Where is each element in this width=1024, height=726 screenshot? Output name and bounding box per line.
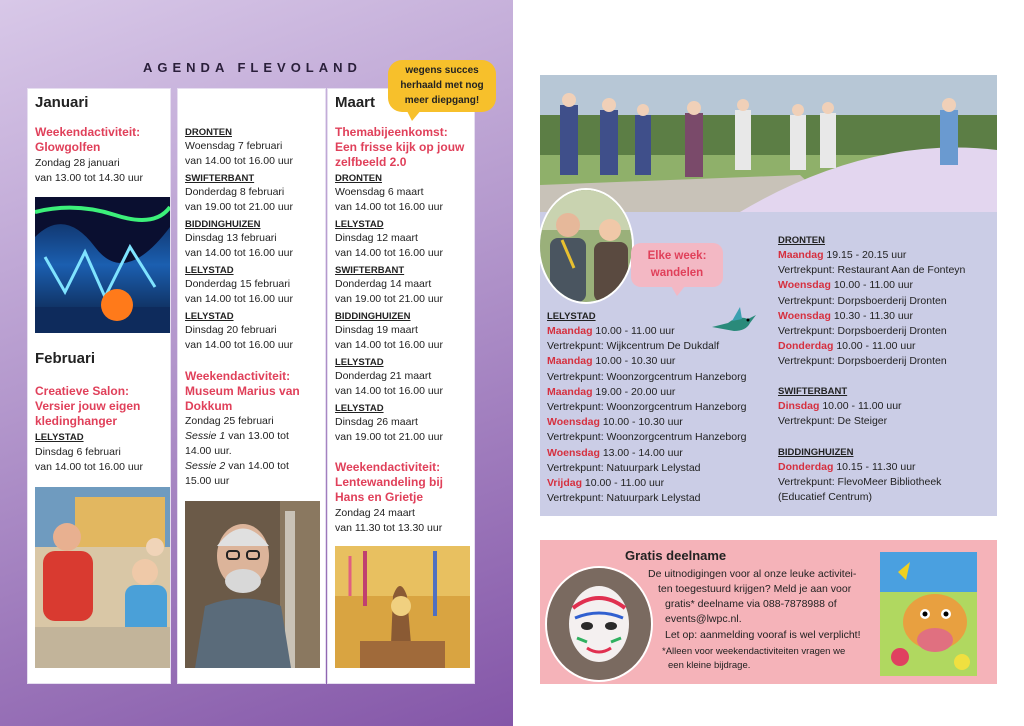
weekday: Maandag <box>547 385 593 398</box>
event-title-lentewandeling: Weekendactiviteit: Lentewandeling bij Hans en Grietje <box>335 460 444 504</box>
event-date: Dinsdag 12 maart <box>335 232 418 244</box>
speech-bubble-note: wegens succes herhaald met nog meer diepgang! <box>388 60 496 112</box>
weekday: Maandag <box>778 249 824 261</box>
event-date: Woensdag 6 maart <box>335 186 424 198</box>
event-date: Dinsdag 26 maart <box>335 416 418 428</box>
gratis-line: gratis* deelname via 088-7878988 of <box>665 598 837 610</box>
gratis-line: Let op: aanmelding vooraf is wel verplicht! <box>665 629 861 641</box>
gratis-title: Gratis deelname <box>625 548 727 563</box>
weekday: Maandag <box>547 355 593 368</box>
place-lelystad: LELYSTAD <box>335 403 384 414</box>
place-biddinghuizen: BIDDINGHUIZEN <box>185 219 261 230</box>
schedule-row <box>547 476 664 490</box>
event-title-creatieve-salon: Creatieve Salon: Versier jouw eigen kledinghanger <box>35 384 141 428</box>
event-time: van 14.00 tot 16.00 uur <box>185 155 293 167</box>
event-title-glowgolfen: Weekendactiviteit: Glowgolfen <box>35 125 141 154</box>
schedule-row <box>547 461 701 475</box>
schedule-row <box>547 385 675 399</box>
place-swifterbant: SWIFTERBANT <box>778 386 848 397</box>
schedule-row <box>778 263 965 277</box>
session-1-end: 14.00 uur. <box>185 445 232 457</box>
event-date: Dinsdag 13 februari <box>185 232 277 244</box>
gratis-note: een kleine bijdrage. <box>668 660 751 671</box>
event-date: Donderdag 15 februari <box>185 278 291 290</box>
place-dronten: DRONTEN <box>778 235 825 246</box>
schedule-row <box>547 370 746 384</box>
schedule-row <box>778 294 947 308</box>
schedule-row <box>547 491 701 505</box>
photo-walkers-circle <box>538 188 634 304</box>
event-time: van 19.00 tot 21.00 uur <box>185 201 293 213</box>
schedule-text: 19.00 - 20.00 uur <box>592 385 676 398</box>
weekday: Vrijdag <box>547 477 583 489</box>
weekday: Dinsdag <box>778 400 820 412</box>
event-time: van 14.00 tot 16.00 uur <box>185 247 293 259</box>
gratis-line: De uitnodigingen voor al onze leuke activitei- <box>648 568 857 580</box>
event-time: van 11.30 tot 13.30 uur <box>335 522 443 534</box>
event-date: Donderdag 21 maart <box>335 370 432 382</box>
schedule-row <box>778 324 947 338</box>
place-biddinghuizen: BIDDINGHUIZEN <box>335 311 411 322</box>
place-lelystad: LELYSTAD <box>35 432 84 443</box>
schedule-row <box>547 354 675 368</box>
gratis-line: events@lwpc.nl. <box>665 613 742 625</box>
schedule-text: 19.15 - 20.15 uur <box>823 249 907 261</box>
place-lelystad: LELYSTAD <box>185 311 234 322</box>
schedule-row <box>547 324 675 338</box>
schedule-row <box>778 309 913 323</box>
schedule-row <box>778 490 872 504</box>
event-date: Donderdag 14 maart <box>335 278 432 290</box>
event-title-themabijeenkomst: Themabijeenkomst: Een frisse kijk op jouw zelfbeeld 2.0 <box>335 125 465 169</box>
weekday: Donderdag <box>778 340 834 353</box>
gratis-note: *Alleen voor weekendactiviteiten vragen we <box>662 646 846 657</box>
photo-glowgolf <box>35 197 170 333</box>
schedule-text: Vertrekpunt: Woonzorgcentrum Hanzeborg <box>547 431 747 444</box>
schedule-text: Vertrekpunt: Woonzorgcentrum Hanzeborg <box>547 401 747 413</box>
schedule-text: 10.00 - 11.00 uur <box>833 340 916 353</box>
place-swifterbant: SWIFTERBANT <box>185 173 255 184</box>
event-date: Donderdag 8 februari <box>185 186 285 198</box>
event-date: Dinsdag 6 februari <box>35 446 121 458</box>
schedule-text: Vertrekpunt: Natuurpark Lelystad <box>547 492 701 505</box>
month-januari: Januari <box>35 94 89 111</box>
photo-hans-en-grietje <box>335 546 470 668</box>
gratis-line: ten toegestuurd krijgen? Meld je aan voor <box>658 583 852 595</box>
schedule-text: Vertrekpunt: Woonzorgcentrum Hanzeborg <box>547 370 747 383</box>
schedule-text: Vertrekpunt: Natuurpark Lelystad <box>547 461 701 474</box>
schedule-row <box>778 278 913 292</box>
schedule-text: (Educatief Centrum) <box>778 491 872 504</box>
event-title-museum: Weekendactiviteit: Museum Marius van Dokkum <box>185 369 300 413</box>
place-lelystad: LELYSTAD <box>185 265 234 276</box>
schedule-text: 10.00 - 11.00 uur <box>830 279 914 292</box>
weekday: Donderdag <box>778 461 834 473</box>
weekday: Woensdag <box>547 446 600 459</box>
photo-creatieve-salon <box>35 487 170 668</box>
place-lelystad: LELYSTAD <box>547 311 596 322</box>
schedule-row <box>778 339 916 353</box>
place-biddinghuizen: BIDDINGHUIZEN <box>778 447 854 458</box>
event-time: van 14.00 tot 16.00 uur <box>185 339 293 351</box>
schedule-text: 10.00 - 11.00 uur <box>819 400 902 412</box>
schedule-text: Vertrekpunt: Dorpsboerderij Dronten <box>778 355 947 368</box>
event-date: Zondag 25 februari <box>185 415 274 427</box>
schedule-text: 10.15 - 11.30 uur <box>833 461 916 473</box>
schedule-text: 10.30 - 11.30 uur <box>830 309 914 322</box>
month-maart: Maart <box>335 94 376 111</box>
event-date: Woensdag 7 februari <box>185 140 283 152</box>
schedule-row <box>547 446 683 460</box>
agenda-title: AGENDA FLEVOLAND <box>143 60 362 75</box>
month-februari: Februari <box>35 350 96 367</box>
event-time: van 14.00 tot 16.00 uur <box>335 201 443 213</box>
event-date: Zondag 28 januari <box>35 157 120 169</box>
event-date: Dinsdag 20 februari <box>185 324 277 336</box>
schedule-text: Vertrekpunt: FlevoMeer Bibliotheek <box>778 476 942 489</box>
event-time: van 14.00 tot 16.00 uur <box>35 461 143 473</box>
event-time: van 19.00 tot 21.00 uur <box>335 431 443 443</box>
schedule-row <box>778 460 916 474</box>
schedule-text: Vertrekpunt: Dorpsboerderij Dronten <box>778 325 947 337</box>
session-2: Sessie 2 van 14.00 tot <box>185 460 289 472</box>
event-time: van 14.00 tot 16.00 uur <box>335 385 443 397</box>
hummingbird-icon <box>710 305 758 341</box>
schedule-row <box>778 399 902 413</box>
weekday: Woensdag <box>778 309 831 322</box>
weekday: Maandag <box>547 325 593 337</box>
schedule-text: Vertrekpunt: Restaurant Aan de Fonteyn <box>778 264 966 277</box>
schedule-row <box>547 430 746 444</box>
schedule-text: 10.00 - 10.30 uur <box>599 416 683 429</box>
place-swifterbant: SWIFTERBANT <box>335 265 405 276</box>
schedule-text: 10.00 - 10.30 uur <box>592 355 676 368</box>
photo-artist <box>185 501 320 668</box>
schedule-row <box>778 475 941 489</box>
schedule-row <box>547 339 719 353</box>
schedule-row <box>778 354 947 368</box>
schedule-row <box>547 400 746 414</box>
schedule-text: Vertrekpunt: Dorpsboerderij Dronten <box>778 294 947 307</box>
schedule-text: 10.00 - 11.00 uur <box>592 325 675 337</box>
event-date: Zondag 24 maart <box>335 507 415 519</box>
event-time: van 14.00 tot 16.00 uur <box>335 247 443 259</box>
place-lelystad: LELYSTAD <box>335 357 384 368</box>
weekday: Woensdag <box>547 416 600 429</box>
schedule-text: 10.00 - 11.00 uur <box>582 477 665 489</box>
schedule-row <box>547 415 683 429</box>
session-2-end: 15.00 uur <box>185 475 230 487</box>
photo-cow-painting <box>880 552 977 676</box>
weekday: Woensdag <box>778 279 831 292</box>
event-time: van 14.00 tot 16.00 uur <box>185 293 293 305</box>
event-time: van 19.00 tot 21.00 uur <box>335 293 443 305</box>
event-time: van 14.00 tot 16.00 uur <box>335 339 443 351</box>
schedule-text: Vertrekpunt: Wijkcentrum De Dukdalf <box>547 340 720 353</box>
place-dronten: DRONTEN <box>185 127 232 138</box>
speech-bubble-walking: Elke week: wandelen <box>631 243 723 287</box>
photo-walking-group <box>540 75 997 212</box>
place-lelystad: LELYSTAD <box>335 219 384 230</box>
place-dronten: DRONTEN <box>335 173 382 184</box>
event-time: van 13.00 tot 14.30 uur <box>35 172 143 184</box>
photo-face-paint <box>545 566 653 682</box>
schedule-text: Vertrekpunt: De Steiger <box>778 415 888 428</box>
session-1: Sessie 1 van 13.00 tot <box>185 430 289 442</box>
schedule-row <box>778 414 887 428</box>
schedule-text: 13.00 - 14.00 uur <box>599 446 683 459</box>
event-date: Dinsdag 19 maart <box>335 324 418 336</box>
schedule-row <box>778 248 906 262</box>
